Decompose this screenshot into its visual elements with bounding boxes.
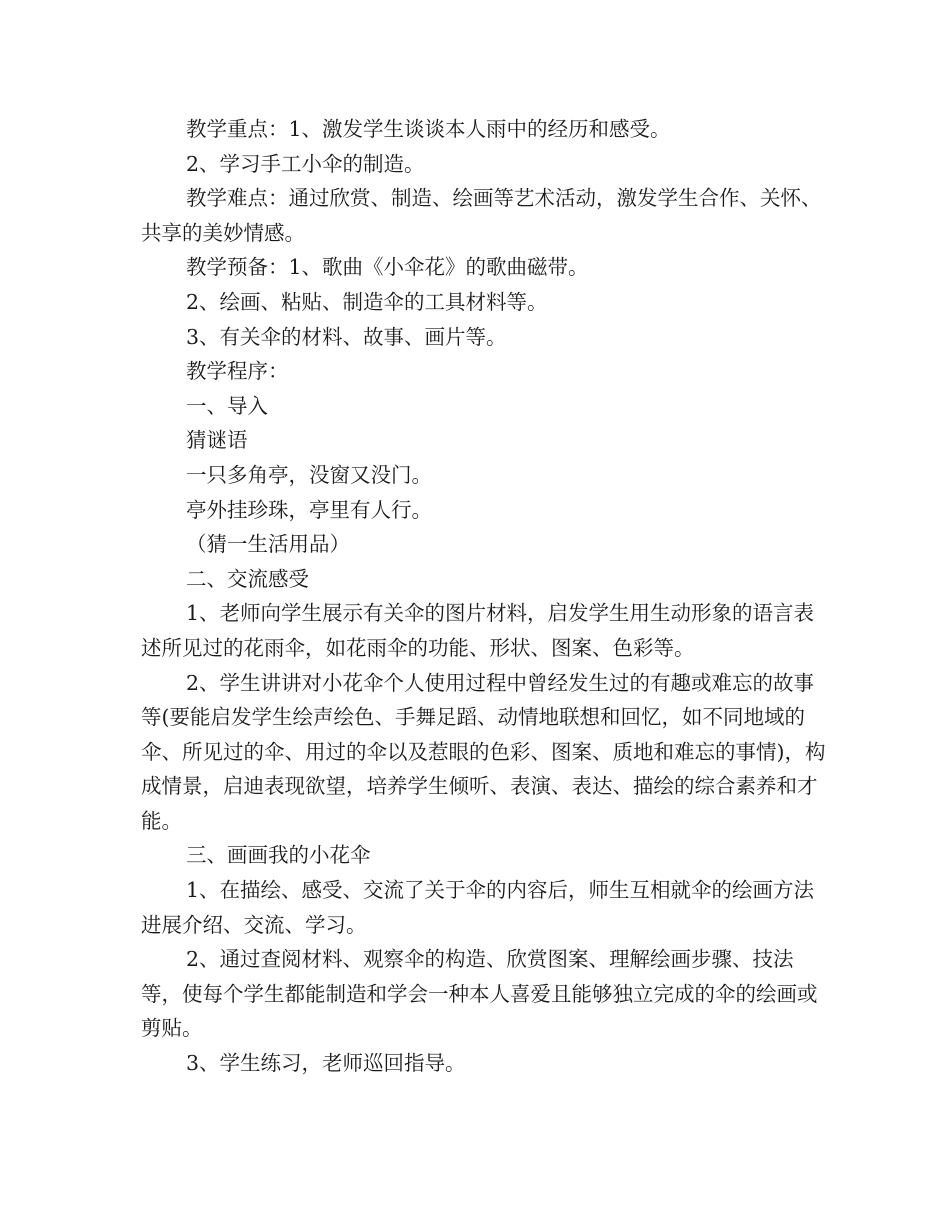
paragraph-teaching-focus: 教学重点：1、激发学生谈谈本人雨中的经历和感受。 [186,117,671,141]
paragraph-exchange-item-2: 2、学生讲讲对小花伞个人使用过程中曾经发生过的有趣或难忘的故事等(要能启发学生绘声绘色、手舞足蹈、动情地联想和回忆，如不同地域的伞、所见过的伞、用过的伞以及惹眼的色彩、图案、质地和难忘的事情)，构成情景，启迪表现欲望，培养学生倾听、表演、表达、描绘的综合素养和才能。 [141,670,826,833]
paragraph-drawing-item-3: 3、学生练习，老师巡回指导。 [186,1051,466,1076]
paragraph-riddle-line-2: 亭外挂珍珠，亭里有人行。 [186,497,432,522]
paragraph-riddle-title: 猜谜语 [186,428,248,453]
paragraph-preparation-item-3: 3、有关伞的材料、故事、画片等。 [186,324,507,349]
heading-teaching-procedure: 教学程序： [186,359,289,384]
paragraph-preparation-item-2: 2、绘画、粘贴、制造伞的工具材料等。 [186,289,548,314]
paragraph-riddle-hint: （猜一生活用品） [186,532,350,557]
paragraph-drawing-item-1: 1、在描绘、感受、交流了关于伞的内容后，师生互相就伞的绘画方法进展介绍、交流、学习。 [141,878,815,937]
document-body [141,112,831,1081]
paragraph-drawing-item-2: 2、通过查阅材料、观察伞的构造、欣赏图案、理解绘画步骤、技法等，使每个学生都能制造和学会一种本人喜爱且能够独立完成的伞的绘画或剪贴。 [141,947,818,1041]
heading-section-drawing: 三、画画我的小花伞 [186,843,371,868]
heading-section-introduction: 一、导入 [186,393,268,418]
paragraph-teaching-preparation: 教学预备：1、歌曲《小伞花》的歌曲磁带。 [186,255,589,280]
paragraph-riddle-line-1: 一只多角亭，没窗又没门。 [186,462,432,487]
paragraph-teaching-difficulty: 教学难点：通过欣赏、制造、绘画等艺术活动，激发学生合作、关怀、共享的美妙情感。 [141,186,822,245]
paragraph-exchange-item-1: 1、老师向学生展示有关伞的图片材料，启发学生用生动形象的语言表述所见过的花雨伞，如花雨伞的功能、形状、图案、色彩等。 [141,601,815,660]
paragraph-focus-item-2: 2、学习手工小伞的制造。 [186,151,425,176]
heading-section-exchange: 二、交流感受 [186,566,309,591]
